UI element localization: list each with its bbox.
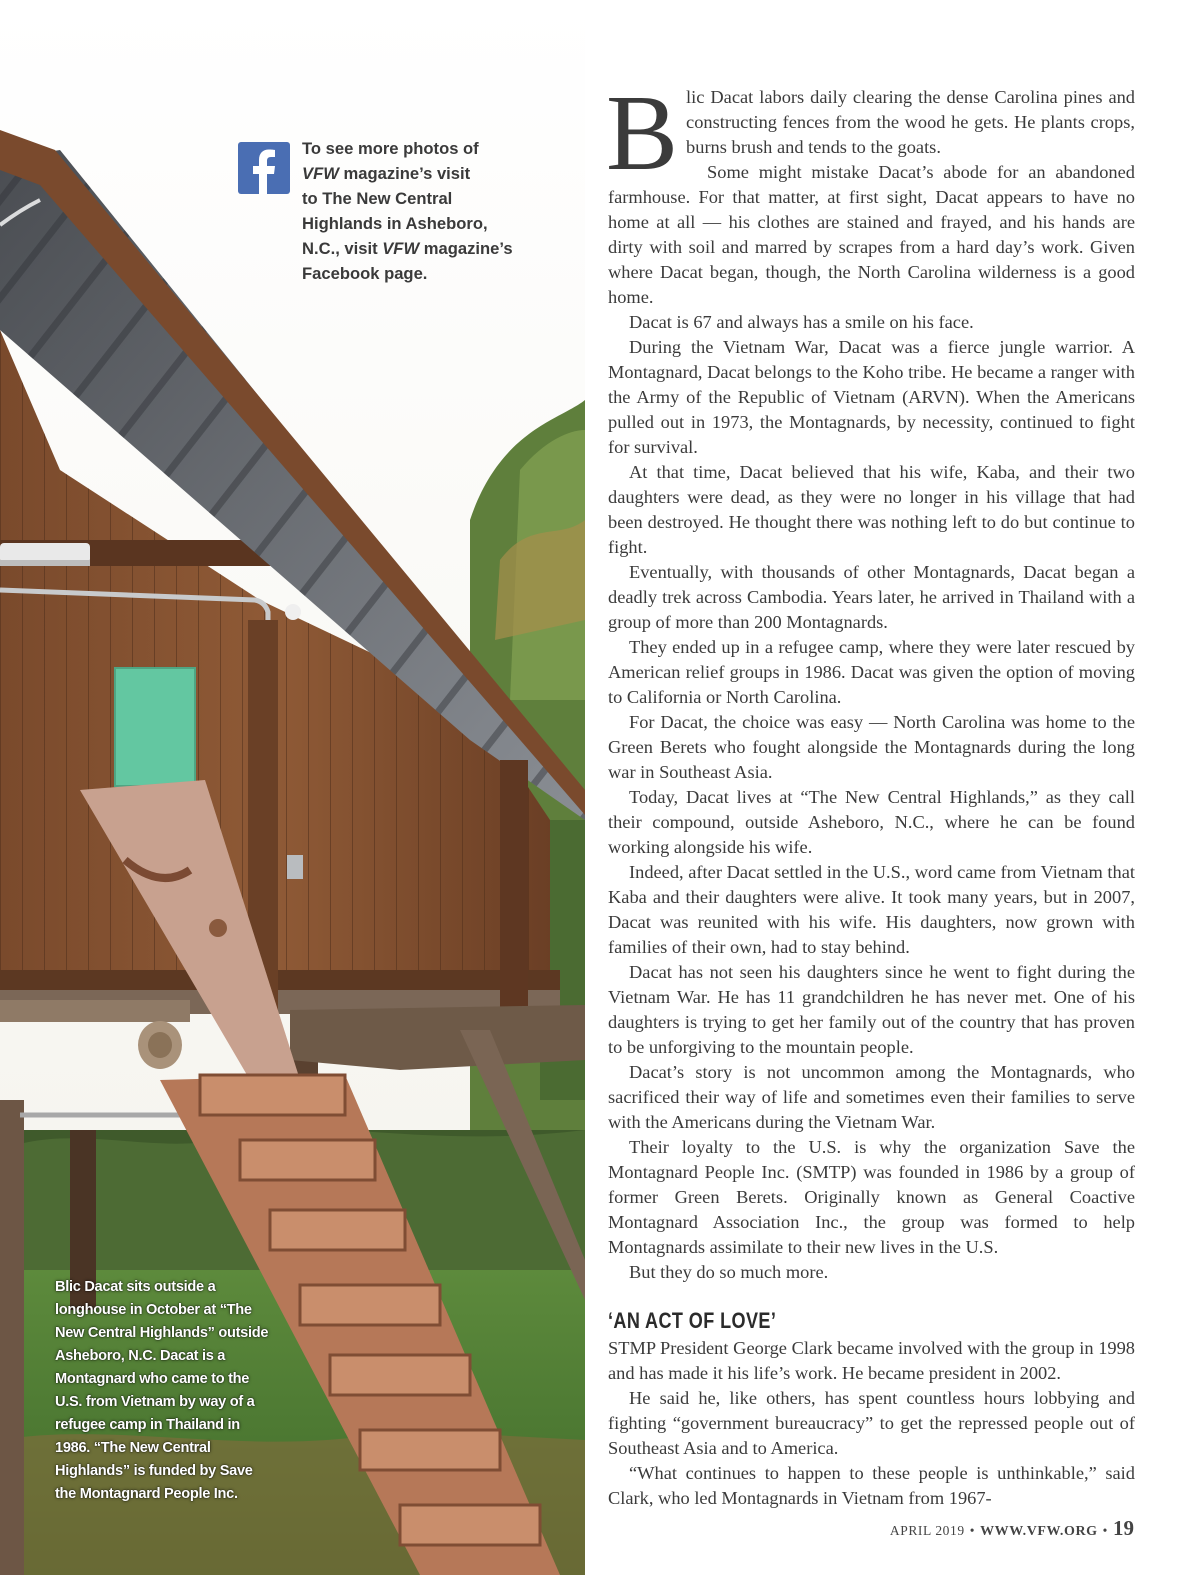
footer-separator: • — [1102, 1523, 1108, 1538]
footer-separator: • — [969, 1523, 976, 1538]
paragraph-text: lic Dacat labors daily clearing the dense Carolina pines and constructing fences from the wood he gets. He plants crops, burns brush and tends to the goats. — [686, 87, 1135, 157]
article-paragraph: STMP President George Clark became involved with the group in 1998 and has made it his life’s work. He became president in 2002. — [608, 1338, 1135, 1383]
facebook-promo-note — [302, 136, 532, 286]
article-paragraph: He said he, like others, has spent countless hours lobbying and fighting “government bureaucracy” to get the repressed people out of Southeast Asia and to America. — [608, 1388, 1135, 1458]
article-paragraph: Dacat is 67 and always has a smile on his face. — [629, 312, 974, 332]
fb-note-line: Highlands in Asheboro, — [302, 214, 488, 233]
photo-caption: Blic Dacat sits outside a longhouse in October at “The New Central Highlands” outside Asheboro, N.C. Dacat is a Montagnard who came to the U.S. from Vietnam by way of a refugee camp in Thailand in 1986. “The New Central Highlands” is funded by Save the Montagnard People Inc. — [55, 1279, 269, 1502]
fb-note-line: N.C., visit — [302, 239, 383, 258]
issue-date: APRIL 2019 — [889, 1523, 965, 1538]
article-paragraph: Dacat’s story is not uncommon among the Montagnards, who sacrificed their way of life and sometimes even their families to serve with the Americans during the Vietnam War. — [608, 1062, 1135, 1132]
article-paragraph: Eventually, with thousands of other Montagnards, Dacat began a deadly trek across Cambodia. Years later, he arrived in Thailand with a group of more than 200 Montagnards. — [608, 562, 1135, 632]
fb-note-line: magazine’s visit — [338, 164, 471, 183]
fb-note-line: To see more photos of — [302, 139, 479, 158]
article-paragraph: “What continues to happen to these people is unthinkable,” said Clark, who led Montagnards in Vietnam from 1967- — [608, 1463, 1135, 1508]
article-paragraph: During the Vietnam War, Dacat was a fierce jungle warrior. A Montagnard, Dacat belongs to the Koho tribe. He became a ranger with the Army of the Republic of Vietnam (ARVN). When the Americans pulled out in 1973, the Montagnards, by necessity, continued to fight for survival. — [608, 337, 1135, 457]
fb-note-line: magazine’s — [419, 239, 513, 258]
drop-cap: B — [606, 74, 679, 193]
article-paragraph: But they do so much more. — [629, 1262, 829, 1282]
article-paragraph: Indeed, after Dacat settled in the U.S., word came from Vietnam that Kaba and their daughters were alive. It took many years, but in 2007, Dacat was reunited with his wife. His daughters, now grown with families of their own, had to stay behind. — [608, 862, 1135, 957]
article-paragraph: Their loyalty to the U.S. is why the organization Save the Montagnard People Inc. (SMTP) was founded in 1986 by a group of former Green Berets. Originally known as General Coactive Montagnard Association Inc., the group was formed to help Montagnards assimilate to their new lives in the U.S. — [608, 1137, 1135, 1257]
article-paragraph: For Dacat, the choice was easy — North Carolina was home to the Green Berets who fought alongside the Montagnards during the long war in Southeast Asia. — [608, 712, 1135, 782]
fb-note-line: to The New Central — [302, 189, 453, 208]
section-heading: ‘AN ACT OF LOVE’ — [608, 1308, 777, 1333]
article-paragraph — [606, 74, 1135, 193]
fb-note-emphasis: VFW — [382, 239, 420, 258]
article-paragraph: Some might mistake Dacat’s abode for an abandoned farmhouse. For that matter, at first sight, Dacat appears to have no home at all — his clothes are stained and frayed, and his hands are dirty with soil and marred by scrapes from a hard day’s work. Given where Dacat began, though, the North Carolina wilderness is a good home. — [608, 162, 1135, 307]
article-paragraph: At that time, Dacat believed that his wife, Kaba, and their two daughters were dead, as they were no longer in his village that had been destroyed. He thought there was nothing left to do but continue to fight. — [608, 462, 1135, 557]
fb-note-emphasis: VFW — [302, 164, 339, 183]
page-footer — [890, 1516, 1134, 1541]
fb-note-line: Facebook page. — [302, 264, 428, 283]
article-body — [606, 74, 1135, 1511]
article-paragraph: Today, Dacat lives at “The New Central Highlands,” as they call their compound, outside Asheboro, N.C., where he can be found working alongside his wife. — [608, 787, 1135, 857]
page-number: 19 — [1113, 1516, 1134, 1540]
website-link[interactable]: WWW.VFW.ORG — [980, 1524, 1098, 1539]
article-paragraph: Dacat has not seen his daughters since he went to fight during the Vietnam War. He has 11 grandchildren he has never met. One of his daughters is trying to get her family out of the country that has proven to be unforgiving to the mountain people. — [608, 962, 1135, 1057]
facebook-icon[interactable] — [238, 142, 290, 194]
article-paragraph: They ended up in a refugee camp, where they were later rescued by American relief groups in 1986. Dacat was given the option of moving to California or North Carolina. — [608, 637, 1135, 707]
